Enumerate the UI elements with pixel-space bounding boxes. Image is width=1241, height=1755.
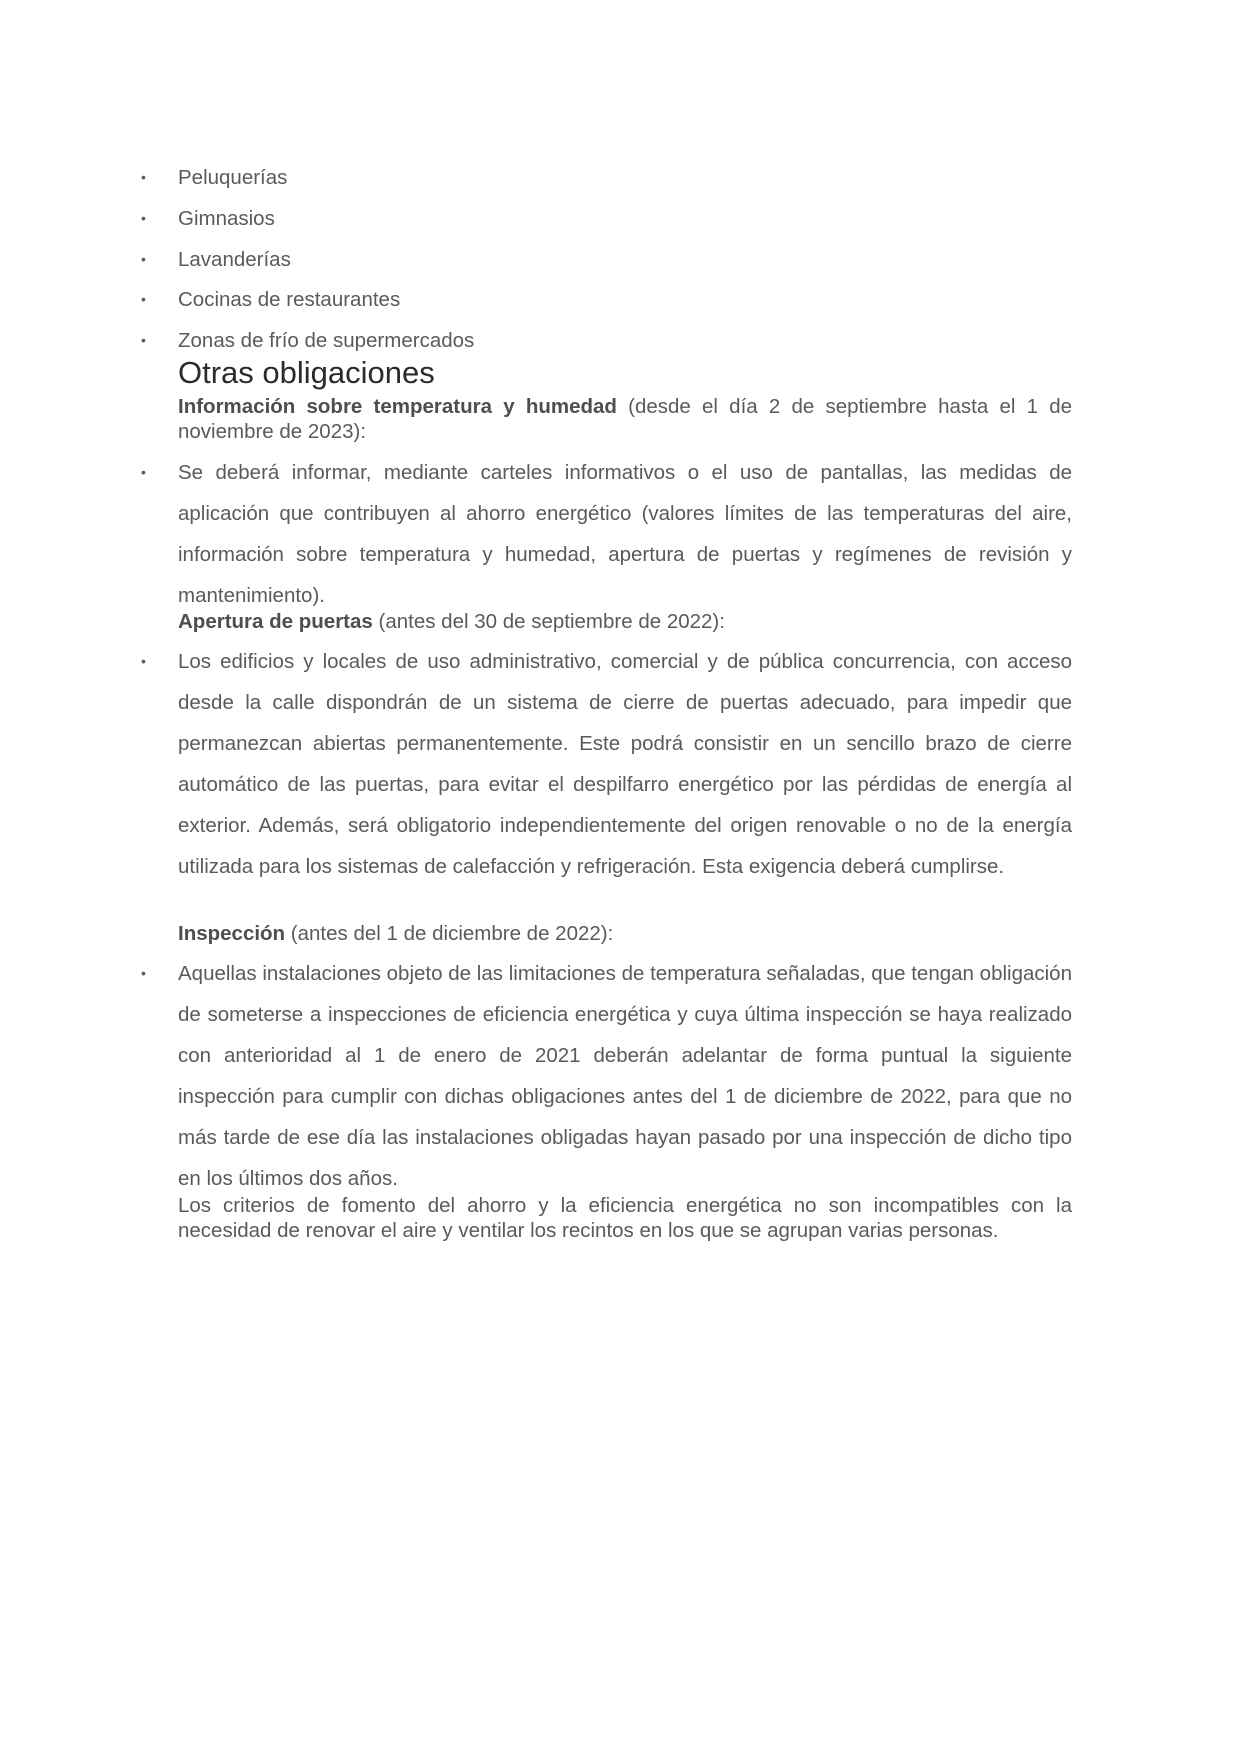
list-item-text: Lavanderías xyxy=(178,248,291,271)
subsection-title-bold: Apertura de puertas xyxy=(178,610,373,633)
subsection-title-rest: (antes del 1 de diciembre de 2022): xyxy=(285,922,614,945)
bullet-paragraph xyxy=(141,452,1072,616)
subsection-title-rest: (desde el día 2 de septiembre hasta el 1 de noviembre de 2023): xyxy=(178,395,1072,443)
bullet-icon: • xyxy=(141,169,146,185)
paragraph-text: Los edificios y locales de uso administrativo, comercial y de pública concurrencia, con acceso desde la calle dispondrán de un sistema de cierre de puertas adecuado, para impedir que permanezcan abiertas permanentemente. Este podrá consistir en un sencillo brazo de cierre automático de las puertas, para evitar el despilfarro energético por las pérdidas de energía al exterior. Además, será obligatorio independientemente del origen renovable o no de la energía utilizada para los sistemas de calefacción y refrigeración. Esta exigencia deberá cumplirse. xyxy=(178,650,1072,878)
paragraph-text: Se deberá informar, mediante carteles informativos o el uso de pantallas, las medidas de aplicación que contribuyen al ahorro energético (valores límites de las temperaturas del aire, información sobre temperatura y humedad, apertura de puertas y regímenes de revisión y mantenimiento). xyxy=(178,461,1072,607)
bullet-icon: • xyxy=(141,332,146,348)
list-item xyxy=(141,157,1072,198)
list-item-text: Zonas de frío de supermercados xyxy=(178,329,475,352)
paragraph-text: Aquellas instalaciones objeto de las limitaciones de temperatura señaladas, que tengan obligación de someterse a inspecciones de eficiencia energética y cuya última inspección se haya realizado con anterioridad al 1 de enero de 2021 deberán adelantar de forma puntual la siguiente inspección para cumplir con dichas obligaciones antes del 1 de diciembre de 2022, para que no más tarde de ese día las instalaciones obligadas hayan pasado por una inspección de dicho tipo en los últimos dos años. xyxy=(178,962,1072,1190)
subsection-title-rest: (antes del 30 de septiembre de 2022): xyxy=(372,610,725,633)
bullet-icon: • xyxy=(141,965,146,981)
bullet-paragraph xyxy=(141,641,1072,887)
subsection-title-bold: Información sobre temperatura y humedad xyxy=(178,395,617,418)
subsection-title xyxy=(178,921,1072,946)
list-item-text: Peluquerías xyxy=(178,166,288,189)
list-item xyxy=(141,279,1072,320)
bullet-icon: • xyxy=(141,653,146,669)
subsection-title xyxy=(178,609,1072,634)
bullet-icon: • xyxy=(141,251,146,267)
list-item xyxy=(141,198,1072,239)
section-heading: Otras obligaciones xyxy=(178,355,435,390)
bullet-icon: • xyxy=(141,210,146,226)
list-item-text: Gimnasios xyxy=(178,207,275,230)
list-item xyxy=(141,239,1072,280)
closing-paragraph: Los criterios de fomento del ahorro y la eficiencia energética no son incompatibles con la necesidad de renovar el aire y ventilar los recintos en los que se agrupan varias personas. xyxy=(178,1194,1072,1242)
bullet-paragraph xyxy=(141,953,1072,1199)
list-item-text: Cocinas de restaurantes xyxy=(178,288,401,311)
bullet-icon: • xyxy=(141,291,146,307)
bullet-icon: • xyxy=(141,464,146,480)
subsection-title xyxy=(178,394,1072,444)
subsection-title-bold: Inspección xyxy=(178,922,286,945)
